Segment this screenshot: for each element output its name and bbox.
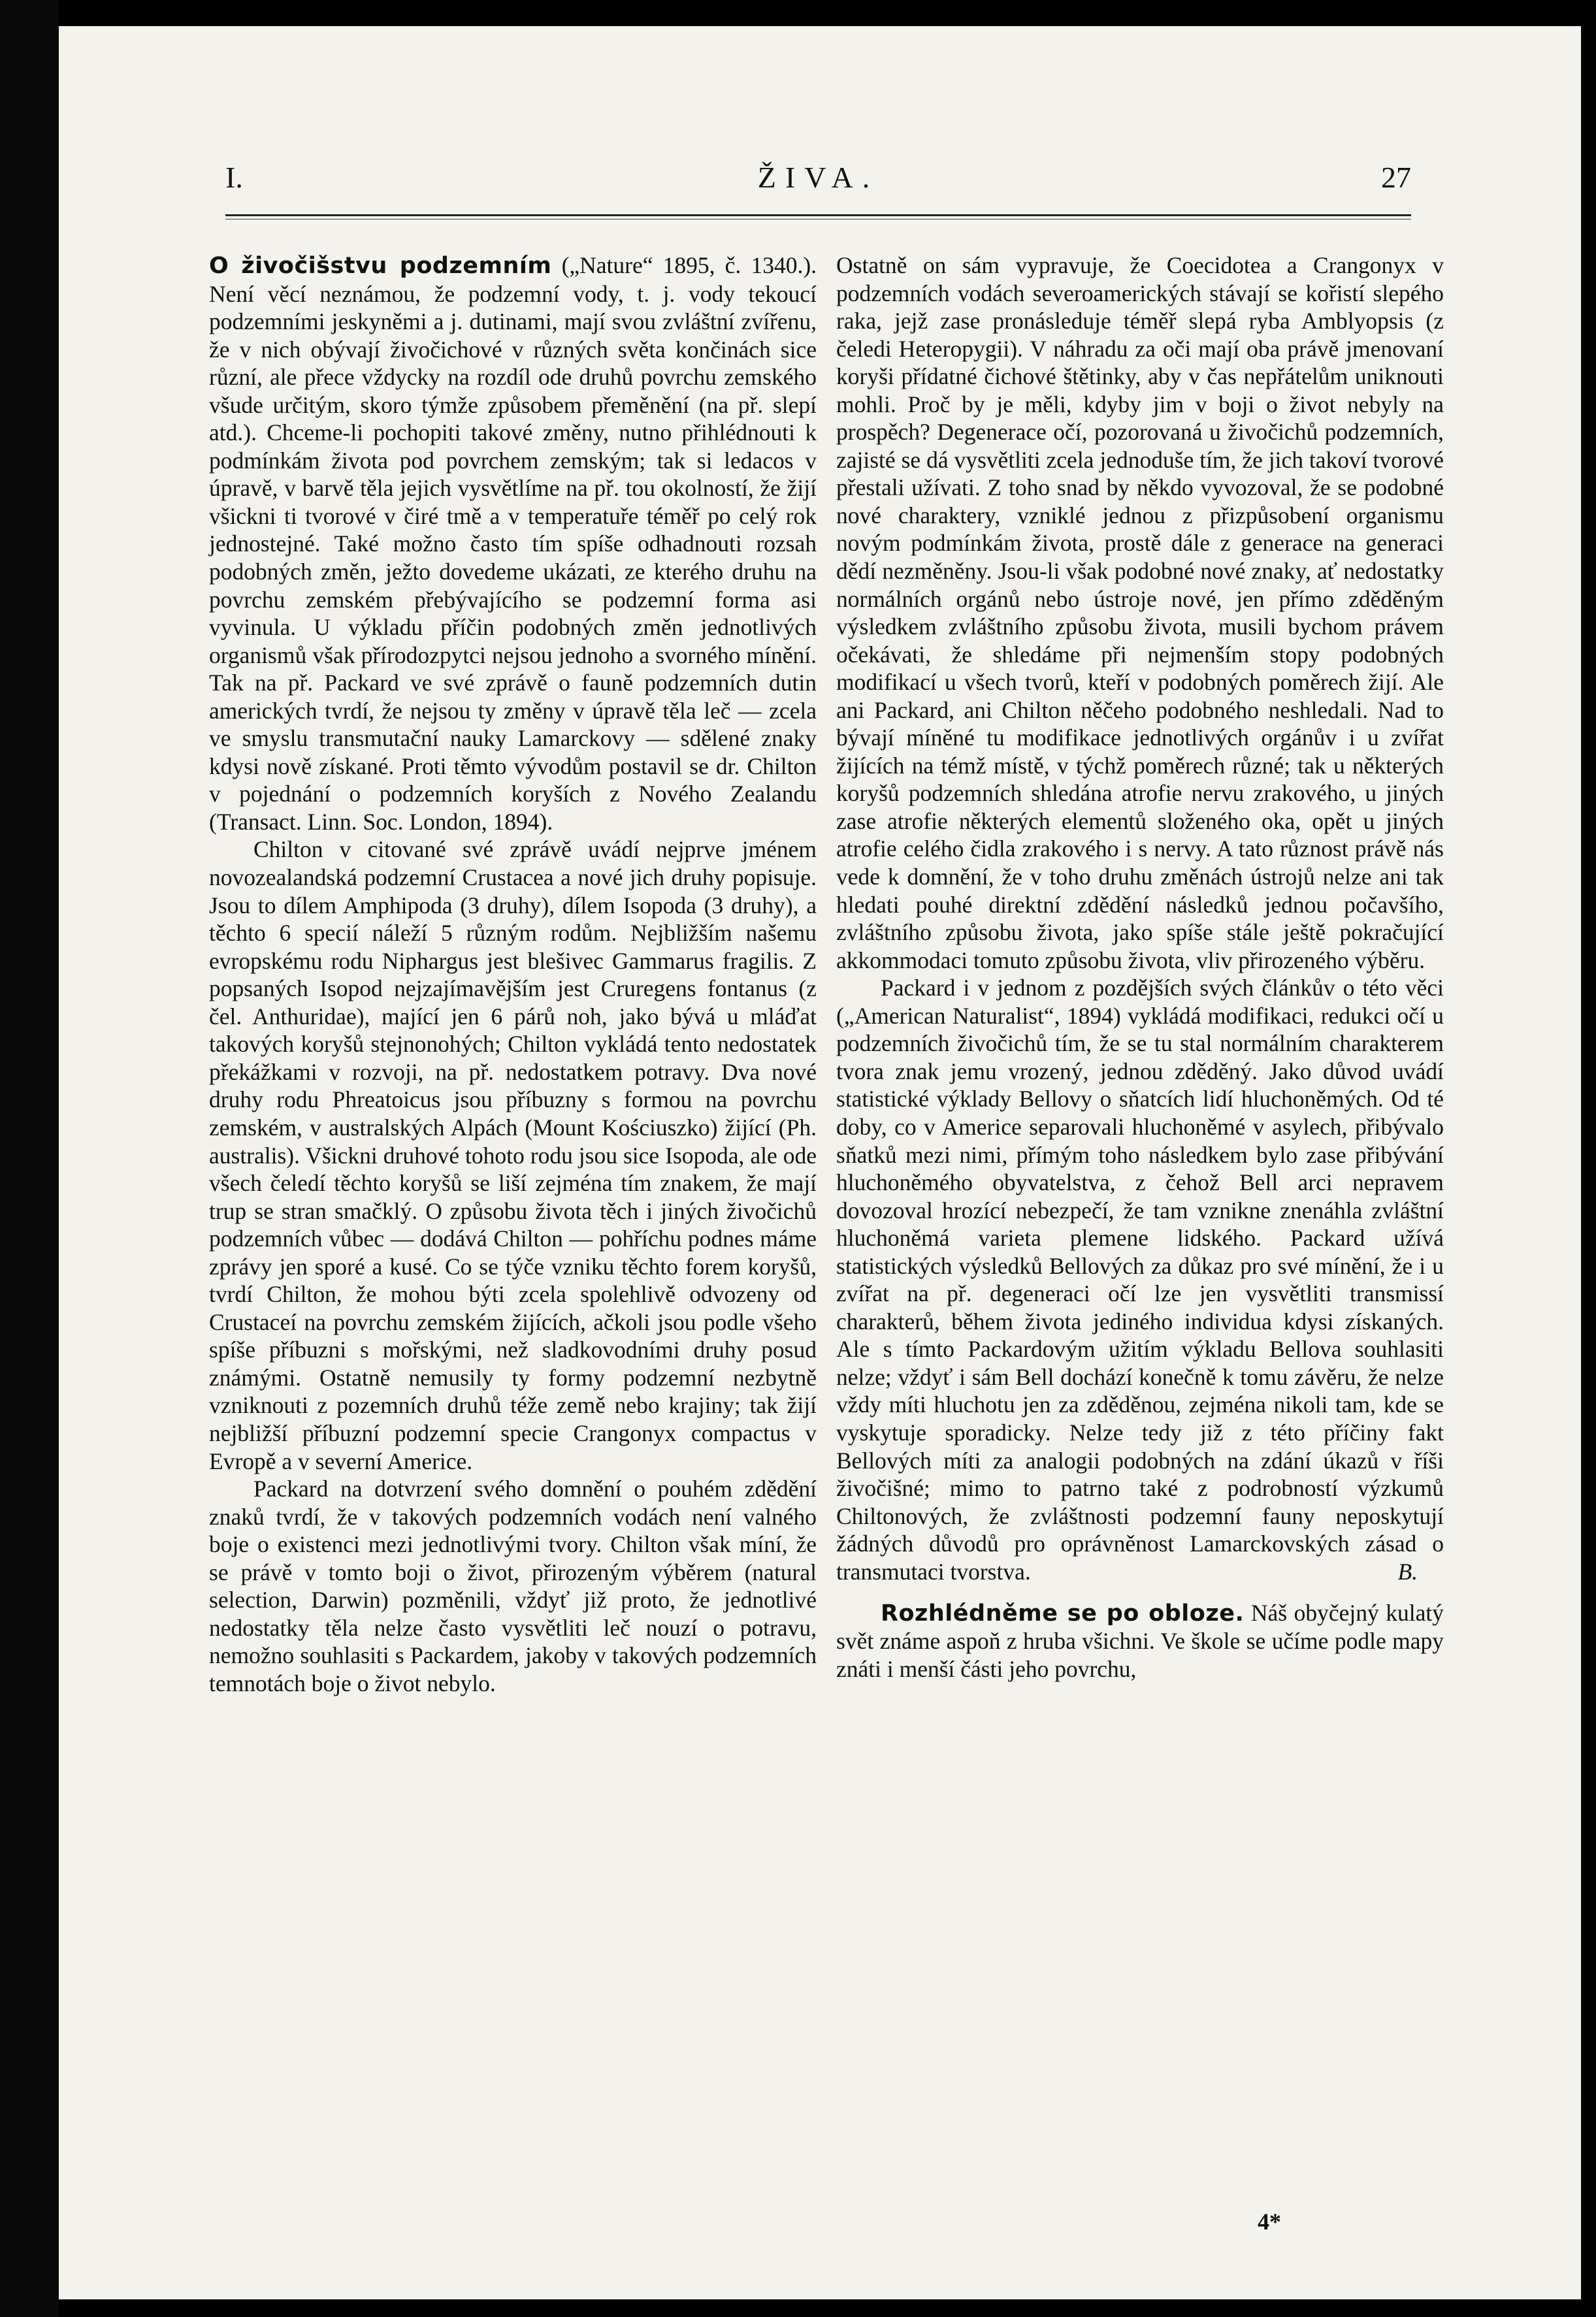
article-heading: O živočišstvu podzemním xyxy=(209,253,552,279)
article-heading: Rozhlédněme se po obloze. xyxy=(881,1600,1245,1627)
header-rule xyxy=(225,214,1411,216)
signature-mark: 4* xyxy=(1258,2209,1281,2235)
paragraph-text: („Nature“ 1895, č. 1340.). Není věcí neznámou, že podzemní vody, t. j. vody tekoucí podzemními jeskyněmi a j. dutinami, mají svou zvláštní zvířenu, že v nich obývají živočichové v různých světa končinách sice různí, ale přece vždycky na rozdíl ode druhů povrchu zemského všude určitým, skoro týmže způsobem přeměnění (na př. slepí atd.). Chceme-li pochopiti takové změny, nutno přihlédnouti k podmínkám života pod povrchem zemským; tak si ledacos v úpravě, v barvě těla jejich vysvětlíme na př. tou okolností, že žijí všickni ti tvorové v čiré tmě a v temperatuře téměř po celý rok jednostejné. Také možno často tím spíše odhadnouti rozsah podobných změn, ježto dovedeme ukázati, ze kterého druhu na povrchu zemském přebývajícího se podzemní forma asi vyvinula. U výkladu příčin podobných změn jednotlivých organismů však přírodozpytci nejsou jednoho a svorného mínění. Tak na př. Packard ve své zprávě o fauně podzemních dutin amerických tvrdí, že nejsou ty změny v úpravě těla leč — zcela ve smyslu transmutační nauky Lamarckovy — sdělené znaky kdysi nově získané. Proti těmto vývodům postavil se dr. Chilton v pojednání o podzemních koryších z Nového Zealandu (Transact. Linn. Soc. London, 1894). xyxy=(209,252,817,835)
author-signature: B. xyxy=(1397,1559,1418,1585)
left-column xyxy=(209,251,817,1697)
article-paragraph xyxy=(209,251,817,835)
article-paragraph: Ostatně on sám vypravuje, že Coecidotea a Crangonyx v podzemních vodách severoamerických stávají se kořistí slepého raka, jejž zase pronásleduje téměř slepá ryba Amblyopsis (z čeledi Heteropygii). V náhradu za oči mají oba právě jmenovaní koryši přídatné čichové štětinky, aby v čas nepřátelům uniknouti mohli. Proč by je měli, kdyby jim v boji o život nebyly na prospěch? Degenerace očí, pozorovaná u živočichů podzemních, zajisté se dá vysvětliti zcela jednoduše tím, že jich takoví tvorové přestali užívati. Z toho snad by někdo vyvozoval, že se podobné nové charaktery, vzniklé jednou z přizpůsobení organismu novým podmínkám života, prostě dále z generace na generaci dědí nezměněny. Jsou-li však podobné nové znaky, ať nedostatky normálních orgánů nebo ústroje nové, jen přímo zděděným výsledkem zvláštního způsobu života, musili bychom právem očekávati, že shledáme při nejmenším stopy podobných modifikací u všech tvorů, kteří v podobných poměrech žijí. Ale ani Packard, ani Chilton něčeho podobného neshledali. Nad to bývají míněné tu modifikace jednotlivých orgánův i u zvířat žijících na témž místě, v týchž poměrech různé; tak u některých koryšů podzemních shledána atrofie nervu zrakového, u jiných zase atrofie některých elementů složeného oka, opět u jiných atrofie celého čidla zrakového i s nervy. A tato různost právě nás vede k domnění, že v toho druhu změnách ústrojů nelze ani tak hledati pouhé direktní zdědění následků jednou počavšího, zvláštního způsobu života, jako spíše stále ještě pokračující akkommodaci tomuto způsobu života, vliv přirozeného výběru. xyxy=(836,252,1444,973)
journal-title: ŽIVA. xyxy=(757,161,879,194)
article-paragraph xyxy=(836,1599,1444,1683)
page-number: 27 xyxy=(1381,161,1411,194)
journal-page xyxy=(59,26,1581,2299)
paragraph-text: Náš obyčejný kulatý svět známe aspoň z hruba všichni. Ve škole se učíme podle mapy znáti i menší části jeho povrchu, xyxy=(836,1599,1444,1682)
book-spine-shadow xyxy=(0,0,59,2317)
header-left: I. xyxy=(225,161,243,194)
article-paragraph: Chilton v citované své zprávě uvádí nejprve jménem novozealandská podzemní Crustacea a nové jich druhy popisuje. Jsou to dílem Amphipoda (3 druhy), dílem Isopoda (3 druhy), a těchto 6 specií náleží 5 různým rodům. Nejbližším našemu evropskému rodu Niphargus jest blešivec Gammarus fragilis. Z popsaných Isopod nejzajímavějším jest Cruregens fontanus (z čel. Anthuridae), mající jen 6 párů noh, jako bývá u mláďat takových koryšů stejnonohých; Chilton vykládá tento nedostatek překážkami v rozvoji, na př. nedostatkem potravy. Dva nové druhy rodu Phreatoicus jsou příbuzny s formou na povrchu zemském, v australských Alpách (Mount Kościuszko) žijící (Ph. australis). Všickni druhové tohoto rodu jsou sice Isopoda, ale ode všech čeledí těchto koryšů se liší zejména tím znakem, že mají trup se stran smačklý. O způsobu života těch i jiných živočichů podzemních vůbec — dodává Chilton — pohříchu podnes máme zprávy jen sporé a kusé. Co se týče vzniku těchto forem koryšů, tvrdí Chilton, že mohou býti zcela spolehlivě odvozeny od Crustaceí na povrchu zemském žijících, ačkoli jsou podle všeho spíše příbuzni s mořskými, než sladkovodními druhy posud známými. Ostatně nemusily ty formy podzemní nezbytně vzniknouti z pozemních druhů téže země nebo krajiny; tak žijí nejbližší příbuzní podzemní specie Crangonyx compactus v Evropě a v severní Americe. xyxy=(209,836,817,1474)
right-column xyxy=(836,251,1444,1683)
running-header xyxy=(225,160,1411,206)
article-paragraph: Packard na dotvrzení svého domnění o pouhém zdědění znaků tvrdí, že v takových podzemních vodách není valného boje o existenci mezi jednotlivými tvory. Chilton však míní, že se právě v tomto boji o život, přirozeným výběrem (natural selection, Darwin) pozměnili, vždyť již proto, že jednotlivé nedostatky těla nelze často vysvětliti leč nouzí o potravu, nemožno souhlasiti s Packardem, jakoby v takových podzemních temnotách boje o život nebylo. xyxy=(209,1476,817,1696)
article-paragraph: Packard i v jednom z pozdějších svých článkův o této věci („American Naturalist“, 1894) vykládá modifikaci, redukci očí u podzemních živočichů tím, že se tu stal normálním charakterem tvora znak jemu vrozený, jednou zděděný. Jako důvod uvádí statistické výklady Bellovy o sňatcích lidí hluchoněmých. Od té doby, co v Americe separovali hluchoněmé v asylech, přibývalo sňatků mezi nimi, přímým toho následkem bylo zase přibývání hluchoněmého obyvatelstva, z čehož Bell arci nepravem dovozoval hrozící nebezpečí, že tam vznikne znenáhla zvláštní hluchoněmá varieta plemene lidského. Packard užívá statistických výsledků Bellových za důkaz pro své mínění, že i u zvířat na př. degeneraci očí lze jen vysvětliti transmissí charakterů, během života jediného individua kdysi získaných. Ale s tímto Packardovým užitím výkladu Bellova souhlasiti nelze; vždyť i sám Bell dochází konečně k tomu závěru, že nelze vždy míti hluchotu jen za zděděnou, zejména nikoli tam, kde se vyskytuje sporadicky. Nelze tedy již z této příčiny fakt Bellových míti za analogii podobných na zdání úkazů v říši živočišné; mimo to patrno také z podrobností výzkumů Chiltonových, že zvláštnosti podzemní fauny neposkytují žádných důvodů pro oprávněnost Lamarckovských zásad o transmutaci tvorstva. xyxy=(836,975,1444,1585)
